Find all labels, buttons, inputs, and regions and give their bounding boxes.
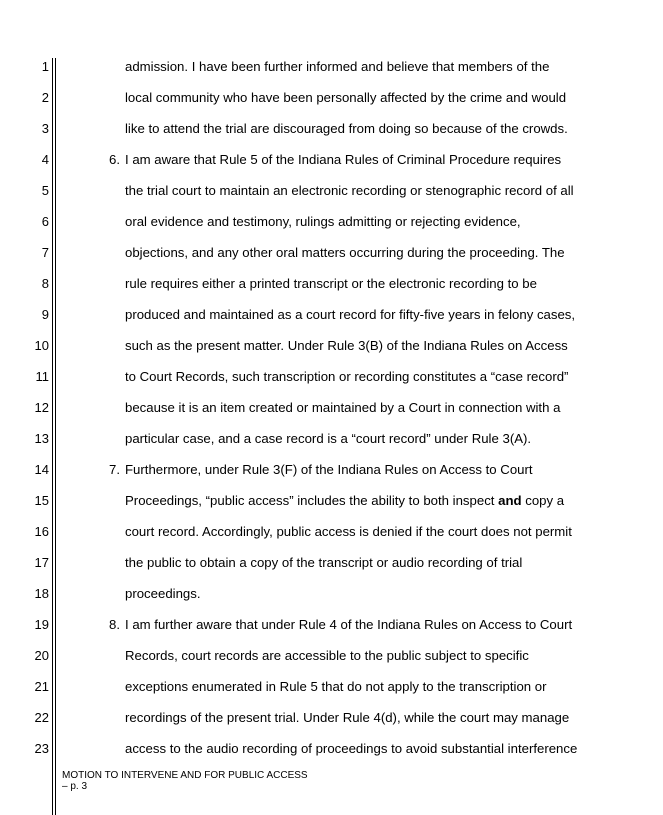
page-footer	[62, 770, 308, 792]
line-number: 5	[41, 183, 49, 198]
body-line: recordings of the present trial. Under Rule 4(d), while the court may manage	[125, 710, 570, 725]
line-number: 10	[34, 338, 49, 353]
line-number: 14	[34, 462, 49, 477]
line-number: 21	[34, 679, 49, 694]
line-number: 13	[34, 431, 49, 446]
emphasis-and: and	[498, 493, 522, 508]
line-number: 6	[41, 214, 49, 229]
body-line: because it is an item created or maintained by a Court in connection with a	[125, 400, 561, 415]
line-number: 7	[41, 245, 49, 260]
line-number: 17	[34, 555, 49, 570]
body-line: the trial court to maintain an electronic recording or stenographic record of all	[125, 183, 574, 198]
line-number: 12	[34, 400, 49, 415]
body-line-segment: Proceedings, “public access” includes the ability to both inspect	[125, 493, 499, 508]
body-line: oral evidence and testimony, rulings admitting or rejecting evidence,	[125, 214, 521, 229]
line-number: 18	[34, 586, 49, 601]
line-number: 23	[34, 741, 49, 756]
paragraph-number: 8.	[109, 617, 120, 632]
line-number: 11	[35, 369, 49, 384]
line-number: 19	[34, 617, 49, 632]
line-number: 22	[34, 710, 49, 725]
body-line: rule requires either a printed transcript or the electronic recording to be	[125, 276, 537, 291]
body-line: access to the audio recording of proceedings to avoid substantial interference	[125, 741, 578, 756]
body-line: local community who have been personally affected by the crime and would	[125, 90, 567, 105]
line-number: 2	[41, 90, 49, 105]
footer-page-number: – p. 3	[62, 781, 88, 792]
footer-title: MOTION TO INTERVENE AND FOR PUBLIC ACCESS	[62, 770, 308, 781]
body-line: like to attend the trial are discouraged from doing so because of the crowds.	[125, 121, 568, 136]
line-number: 20	[34, 648, 49, 663]
line-number: 15	[34, 493, 49, 508]
left-margin-rule-inner	[55, 58, 56, 815]
body-line: produced and maintained as a court record for fifty-five years in felony cases,	[125, 307, 576, 322]
body-line: objections, and any other oral matters occurring during the proceeding. The	[125, 245, 565, 260]
body-line: I am further aware that under Rule 4 of the Indiana Rules on Access to Court	[125, 617, 573, 632]
body-line: Furthermore, under Rule 3(F) of the Indiana Rules on Access to Court	[125, 462, 533, 477]
body-line: proceedings.	[125, 586, 201, 601]
body-line: particular case, and a case record is a “court record” under Rule 3(A).	[125, 431, 532, 446]
body-line: exceptions enumerated in Rule 5 that do not apply to the transcription or	[125, 679, 547, 694]
line-number: 9	[41, 307, 49, 322]
body-line: I am aware that Rule 5 of the Indiana Rules of Criminal Procedure requires	[125, 152, 562, 167]
paragraph-number: 7.	[109, 462, 120, 477]
body-line-segment: copy a	[521, 493, 565, 508]
body-line: to Court Records, such transcription or recording constitutes a “case record”	[125, 369, 569, 384]
body-line: Records, court records are accessible to the public subject to specific	[125, 648, 529, 663]
body-line: the public to obtain a copy of the transcript or audio recording of trial	[125, 555, 523, 570]
line-number: 4	[41, 152, 49, 167]
line-number: 1	[41, 59, 49, 74]
body-line: court record. Accordingly, public access is denied if the court does not permit	[125, 524, 572, 539]
body-line: such as the present matter. Under Rule 3(B) of the Indiana Rules on Access	[125, 338, 568, 353]
left-margin-rule	[52, 58, 53, 815]
paragraph-number: 6.	[109, 152, 120, 167]
line-number: 8	[41, 276, 49, 291]
line-number: 3	[41, 121, 49, 136]
body-line	[125, 492, 564, 509]
line-number: 16	[34, 524, 49, 539]
body-line: admission. I have been further informed and believe that members of the	[125, 59, 550, 74]
